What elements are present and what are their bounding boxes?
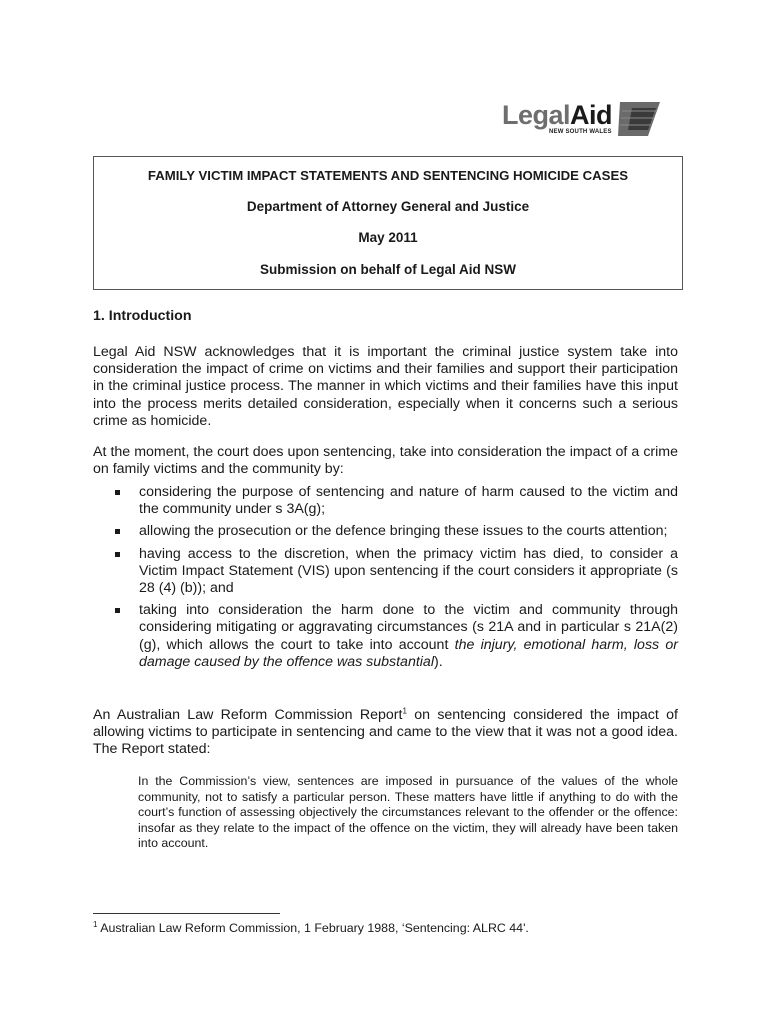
- document-date: May 2011: [358, 230, 418, 245]
- title-box: [93, 156, 683, 290]
- submission-line: Submission on behalf of Legal Aid NSW: [259, 262, 516, 277]
- logo-subtitle: NEW SOUTH WALES: [549, 129, 612, 135]
- logo-word-aid: Aid: [570, 100, 613, 130]
- logo-word-legal: Legal: [502, 100, 571, 130]
- list-item-text: having access to the discretion, when the primacy victim has died, to consider a Victim Impact Statement (VIS) upon sentencing if the court considers it appropriate (s 28 (4) (b)); and: [139, 545, 678, 597]
- list-item: [93, 546, 678, 598]
- list-item: [93, 523, 678, 540]
- footnote-reference[interactable]: 1: [402, 706, 407, 716]
- bullet-square-icon: [115, 529, 120, 534]
- bullet-square-icon: [115, 490, 120, 495]
- list-item-italic-text: the injury, emotional harm, loss or damage caused by the offence was substantial: [139, 636, 678, 670]
- intro-paragraph: Legal Aid NSW acknowledges that it is important the criminal justice system take into consideration the impact of crime on victims and their families and support their participation in the criminal justice process. The manner in which victims and their families have this input into the process merits detailed consideration, especially when it concerns such a serious crime as homicide.: [93, 344, 678, 429]
- block-quote: In the Commission’s view, sentences are imposed in pursuance of the values of the whole community, not to satisfy a particular person. These matters have little if anything to do with the court’s function of assessing objectively the circumstances relevant to the offender or the offence: insofar as they relate to the impact of the offence on the victim, they will already have been taken into account.: [138, 774, 678, 851]
- bullet-square-icon: [115, 608, 120, 613]
- department-name: Department of Attorney General and Justice: [246, 199, 530, 214]
- footnote-divider: [93, 913, 280, 914]
- list-item: [93, 484, 678, 518]
- bullet-square-icon: [115, 552, 120, 557]
- legal-aid-mark-icon: [618, 102, 660, 136]
- section-heading: 1. Introduction: [93, 308, 192, 324]
- logo-wordmark: [502, 100, 612, 130]
- footnote: [93, 921, 529, 935]
- alrc-paragraph: [93, 707, 678, 759]
- list-item: [93, 602, 678, 671]
- bullet-list: [93, 484, 678, 676]
- alrc-paragraph-end: on sentencing considered the impact of allowing victims to participate in sentencing and came to the view that it was not a good idea. The Report stated:: [93, 707, 678, 758]
- list-item-text: considering the purpose of sentencing and nature of harm caused to the victim and the community under s 3A(g);: [139, 484, 678, 518]
- document-title: FAMILY VICTIM IMPACT STATEMENTS AND SENTENCING HOMICIDE CASES: [147, 168, 629, 183]
- footnote-text: Australian Law Reform Commission, 1 February 1988, ‘Sentencing: ALRC 44'.: [97, 921, 529, 935]
- list-item-text: taking into consideration the harm done to the victim and community through considering mitigating or aggravating circumstances (s 21A and in particular s 21A(2)(g), which allows the court to take into account: [139, 602, 678, 653]
- list-item-text: allowing the prosecution or the defence bringing these issues to the courts attention;: [139, 523, 668, 540]
- list-item-text-end: ).: [433, 653, 443, 670]
- legal-aid-logo: [502, 100, 662, 146]
- footnote-number: 1: [93, 919, 98, 929]
- current-practice-paragraph: At the moment, the court does upon sentencing, take into consideration the impact of a crime on family victims and the community by:: [93, 444, 678, 478]
- alrc-paragraph-start: An Australian Law Reform Commission Report: [93, 707, 403, 723]
